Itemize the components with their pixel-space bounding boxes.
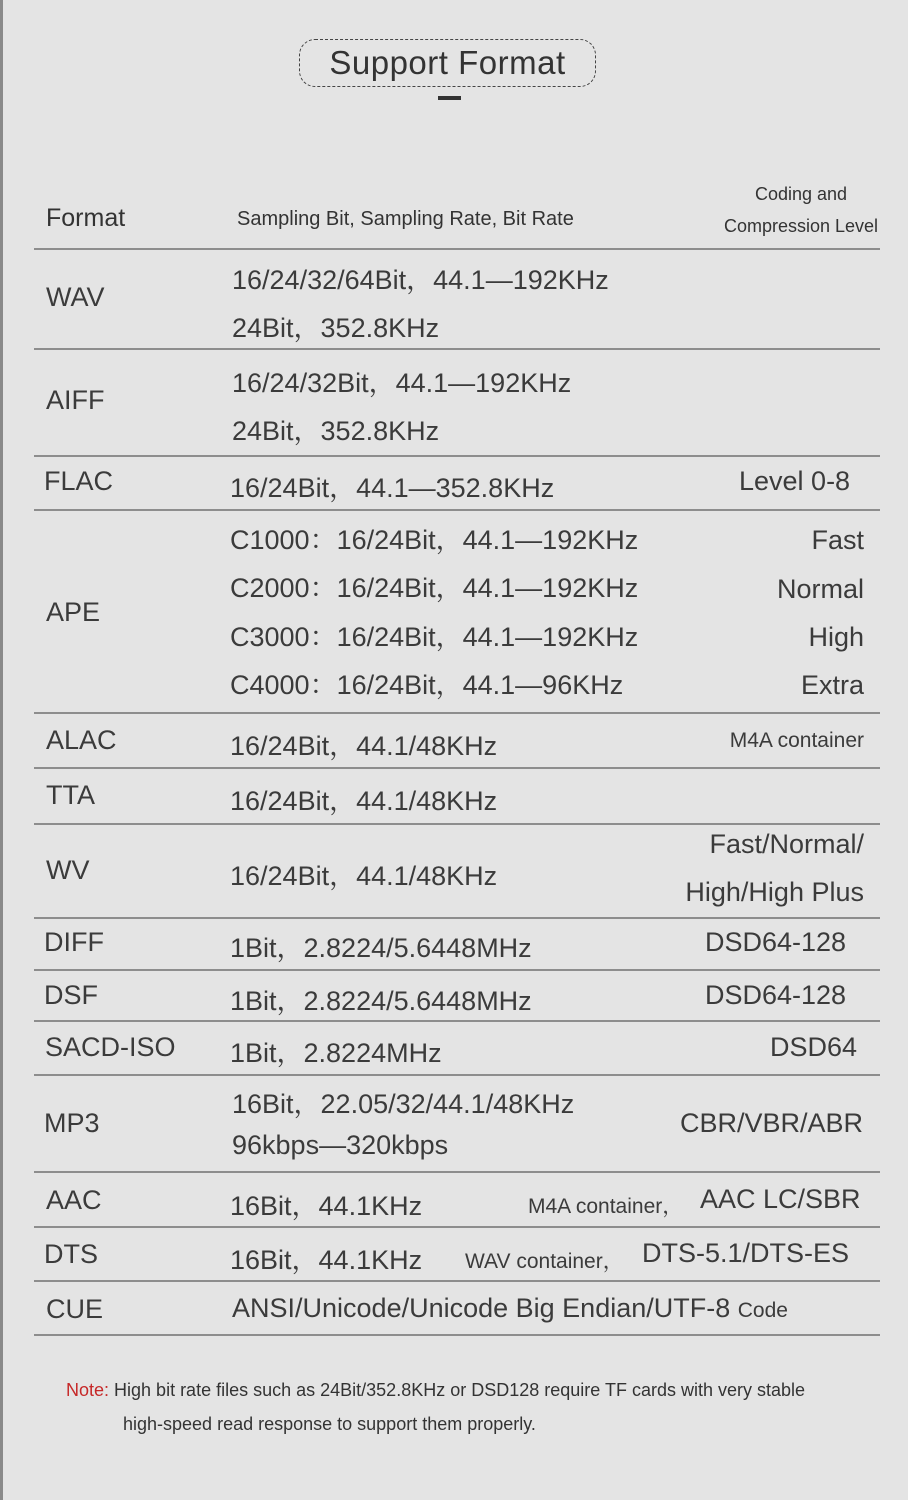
level-cell: DTS-5.1/DTS-ES <box>642 1238 850 1268</box>
title-underline-dash <box>438 96 461 100</box>
format-cell: AAC <box>46 1185 102 1215</box>
level-cell: WAV container， <box>465 1250 624 1273</box>
table-divider <box>34 917 880 919</box>
format-cell: MP3 <box>44 1108 100 1138</box>
table-divider <box>34 509 880 511</box>
header-coding <box>710 178 892 242</box>
cue-encodings: ANSI/Unicode/Unicode Big Endian/UTF-8 <box>232 1293 731 1323</box>
table-divider <box>34 248 880 250</box>
spec-cell: 16/24Bit，44.1/48KHz <box>230 731 498 761</box>
level-cell: AAC LC/SBR <box>700 1184 861 1214</box>
level-cell: DSD64-128 <box>705 927 847 957</box>
spec-cell: C3000：16/24Bit，44.1—192KHz <box>230 622 639 652</box>
spec-cell: 1Bit，2.8224MHz <box>230 1038 442 1068</box>
spec-cell: C2000：16/24Bit，44.1—192KHz <box>230 573 639 603</box>
spec-cell: 1Bit，2.8224/5.6448MHz <box>230 933 532 963</box>
table-divider <box>34 1280 880 1282</box>
table-divider <box>34 455 880 457</box>
note-line1: High bit rate files such as 24Bit/352.8KHz or DSD128 require TF cards with very stable <box>109 1380 806 1400</box>
level-cell: Fast <box>811 525 864 555</box>
table-divider <box>34 712 880 714</box>
note-line2: high-speed read response to support them properly. <box>123 1414 536 1434</box>
level-cell: Fast/Normal/ <box>709 829 864 859</box>
spec-cell: 16/24/32Bit，44.1—192KHz <box>232 368 572 398</box>
spec-cell: 96kbps—320kbps <box>232 1130 449 1160</box>
format-cell: DTS <box>44 1239 98 1269</box>
level-cell: DSD64 <box>770 1032 858 1062</box>
page-edge <box>0 0 3 1500</box>
format-cell: WV <box>46 855 90 885</box>
format-cell: TTA <box>46 780 95 810</box>
spec-cell: 24Bit，352.8KHz <box>232 416 440 446</box>
footnote <box>66 1373 805 1441</box>
level-cell: High/High Plus <box>685 877 864 907</box>
level-cell: M4A container <box>729 729 864 752</box>
table-divider <box>34 823 880 825</box>
format-cell: APE <box>46 597 101 627</box>
spec-cell: 16/24Bit，44.1/48KHz <box>230 786 498 816</box>
table-divider <box>34 1074 880 1076</box>
level-cell: M4A container， <box>528 1195 684 1218</box>
format-cell: CUE <box>46 1294 104 1324</box>
spec-cell: 16/24/32/64Bit，44.1—192KHz <box>232 265 609 295</box>
format-cell: DSF <box>44 980 98 1010</box>
cue-code-word: Code <box>737 1299 788 1322</box>
table-divider <box>34 1226 880 1228</box>
table-divider <box>34 1020 880 1022</box>
level-cell: CBR/VBR/ABR <box>680 1108 864 1138</box>
spec-cell <box>232 1293 788 1324</box>
level-cell: Normal <box>776 574 864 604</box>
section-title-box <box>299 39 596 87</box>
section-title: Support Format <box>329 44 566 81</box>
spec-cell: 16/24Bit，44.1/48KHz <box>230 861 498 891</box>
spec-cell: C4000：16/24Bit，44.1—96KHz <box>230 670 624 700</box>
table-divider <box>34 348 880 350</box>
header-format: Format <box>46 204 126 232</box>
level-cell: Extra <box>800 670 864 700</box>
spec-cell: C1000：16/24Bit，44.1—192KHz <box>230 525 639 555</box>
header-coding-line1: Coding and <box>754 184 848 204</box>
table-divider <box>34 767 880 769</box>
spec-cell: 16/24Bit，44.1—352.8KHz <box>230 473 555 503</box>
format-cell: DIFF <box>44 927 104 957</box>
spec-cell: 1Bit，2.8224/5.6448MHz <box>230 986 532 1016</box>
header-sampling: Sampling Bit, Sampling Rate, Bit Rate <box>237 208 574 230</box>
spec-cell: 16Bit，44.1KHz <box>230 1245 423 1275</box>
table-divider <box>34 969 880 971</box>
format-cell: AIFF <box>46 385 105 415</box>
level-cell: Level 0-8 <box>739 466 851 496</box>
format-cell: ALAC <box>46 725 117 755</box>
format-cell: SACD-ISO <box>45 1032 176 1062</box>
format-cell: FLAC <box>44 466 114 496</box>
level-cell: DSD64-128 <box>705 980 847 1010</box>
format-cell: WAV <box>46 282 105 312</box>
spec-cell: 16Bit，44.1KHz <box>230 1191 423 1221</box>
table-divider <box>34 1171 880 1173</box>
level-cell: High <box>808 622 864 652</box>
spec-cell: 24Bit，352.8KHz <box>232 313 440 343</box>
header-coding-line2: Compression Level <box>723 216 879 236</box>
spec-cell: 16Bit，22.05/32/44.1/48KHz <box>232 1089 575 1119</box>
note-label: Note: <box>66 1380 110 1400</box>
table-divider <box>34 1334 880 1336</box>
